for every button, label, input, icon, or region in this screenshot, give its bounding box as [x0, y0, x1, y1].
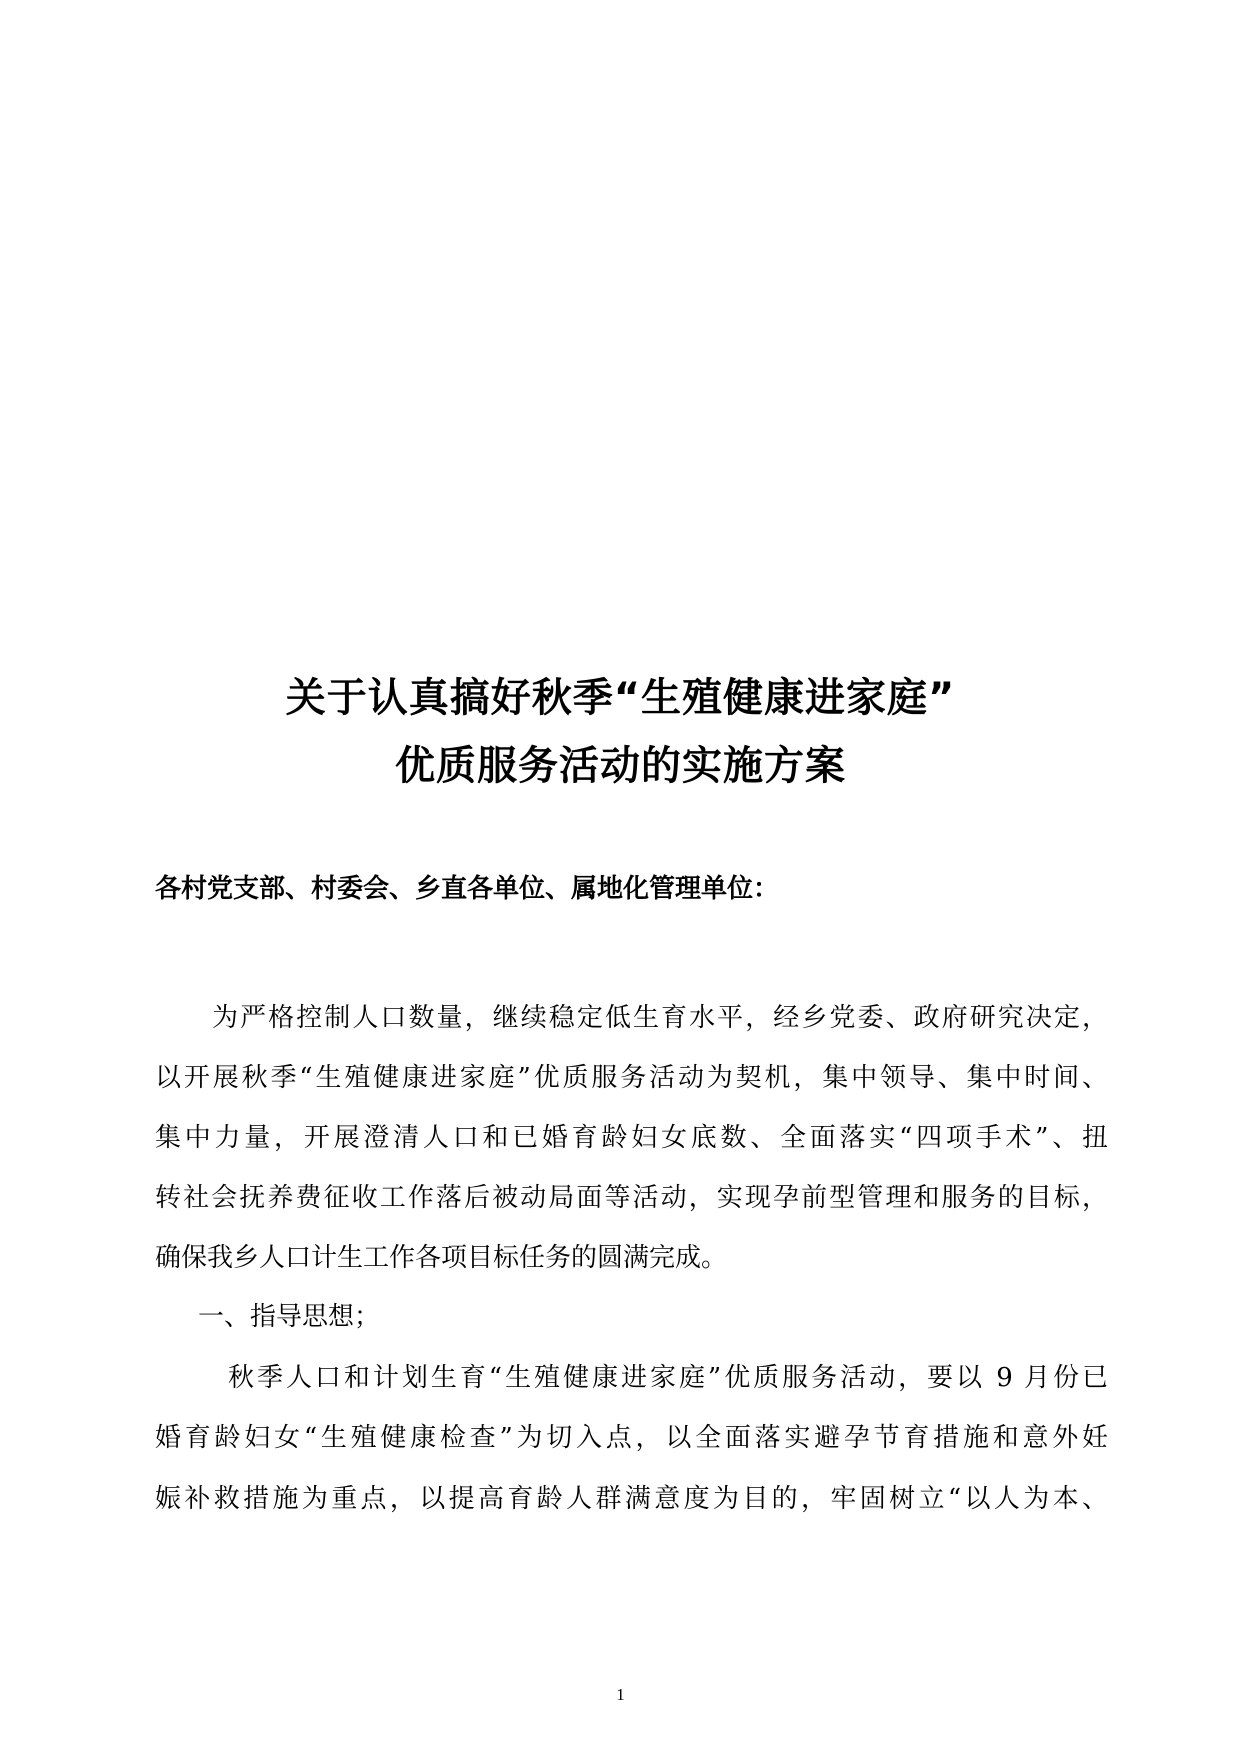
body-line: 集中力量，开展澄清人口和已婚育龄妇女底数、全面落实“四项手术”、扭 — [155, 1123, 1108, 1153]
document-title-line-2: 优质服务活动的实施方案 — [395, 743, 846, 789]
body-line: 为严格控制人口数量，继续稳定低生育水平，经乡党委、政府研究决定， — [212, 1003, 1108, 1033]
body-line: 秋季人口和计划生育“生殖健康进家庭”优质服务活动，要以 9 月份已 — [228, 1363, 1108, 1393]
document-title-line-1: 关于认真搞好秋季“生殖健康进家庭” — [285, 675, 956, 721]
body-line: 转社会抚养费征收工作落后被动局面等活动，实现孕前型管理和服务的目标， — [155, 1183, 1108, 1213]
body-line: 确保我乡人口计生工作各项目标任务的圆满完成。 — [155, 1243, 728, 1273]
body-line: 娠补救措施为重点，以提高育龄人群满意度为目的，牢固树立“以人为本、 — [155, 1484, 1108, 1514]
body-line: 以开展秋季“生殖健康进家庭”优质服务活动为契机，集中领导、集中时间、 — [155, 1063, 1108, 1093]
section-heading: 一、指导思想； — [198, 1302, 381, 1332]
salutation: 各村党支部、村委会、乡直各单位、属地化管理单位： — [155, 874, 780, 904]
page-number: 1 — [616, 1685, 625, 1704]
body-line: 婚育龄妇女“生殖健康检查”为切入点，以全面落实避孕节育措施和意外妊 — [155, 1423, 1108, 1453]
